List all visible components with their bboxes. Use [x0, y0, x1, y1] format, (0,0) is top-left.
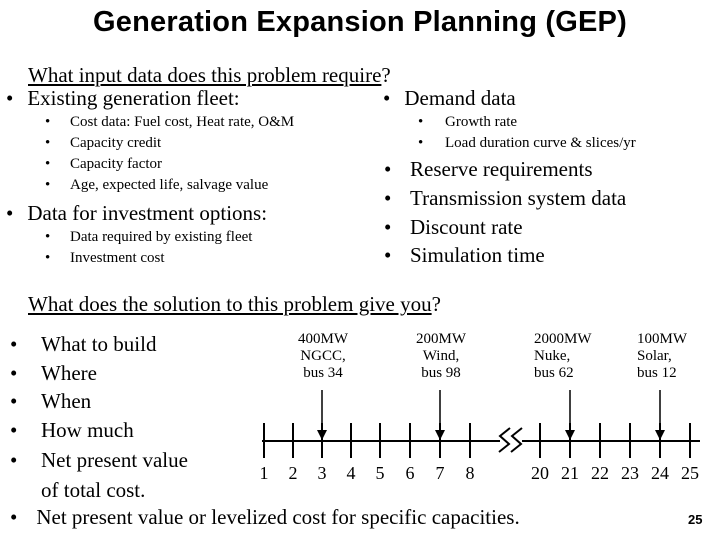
- output-item: Where: [41, 361, 97, 385]
- output-item: Net present value: [41, 448, 188, 472]
- other-input-item: Reserve requirements: [410, 157, 593, 181]
- bullet-icon: •: [10, 389, 18, 413]
- bullet-icon: •: [45, 229, 51, 245]
- output-question-text: What does the solution to this problem give you: [28, 292, 432, 316]
- bullet-icon: •: [6, 201, 14, 225]
- demand-item: Growth rate: [445, 114, 518, 130]
- bullet-icon: •: [45, 177, 51, 193]
- project-label-solar: 100MW Solar, bus 12: [637, 331, 687, 381]
- timeline-axis-left: [262, 423, 500, 458]
- year-label: 8: [465, 463, 475, 483]
- output-item-continuation: of total cost.: [41, 478, 146, 502]
- investment-item: Investment cost: [70, 250, 165, 266]
- year-label: 20: [531, 463, 549, 483]
- bullet-icon: •: [384, 157, 392, 181]
- other-input-item: Simulation time: [410, 243, 545, 267]
- bullet-icon: •: [418, 135, 424, 151]
- input-question-mark: ?: [381, 63, 391, 87]
- year-label: 25: [681, 463, 699, 483]
- year-label: 22: [591, 463, 609, 483]
- project-label-nuke: 2000MW Nuke, bus 62: [534, 331, 592, 381]
- output-last-item: • Net present value or levelized cost for specific capacities.: [10, 505, 520, 529]
- input-question-text: What input data does this problem require: [28, 63, 382, 87]
- year-label: 3: [317, 463, 327, 483]
- bullet-icon: •: [10, 418, 18, 442]
- other-input-item: Transmission system data: [410, 186, 627, 210]
- bullet-icon: •: [384, 215, 392, 239]
- bullet-icon: •: [45, 156, 51, 172]
- output-question-mark: ?: [431, 292, 441, 316]
- output-item: How much: [41, 418, 134, 442]
- bullet-icon: •: [10, 361, 18, 385]
- bullet-icon: •: [384, 243, 392, 267]
- year-label: 2: [288, 463, 298, 483]
- bullet-icon: •: [45, 114, 51, 130]
- fleet-heading: • Existing generation fleet:: [6, 86, 240, 110]
- year-label: 24: [651, 463, 669, 483]
- timeline-break-icon: [499, 428, 532, 452]
- fleet-item: Age, expected life, salvage value: [70, 177, 269, 193]
- bullet-icon: •: [45, 135, 51, 151]
- year-label: 21: [561, 463, 579, 483]
- demand-heading: • Demand data: [383, 86, 516, 110]
- project-label-wind: 200MW Wind, bus 98: [416, 331, 466, 381]
- page-number: 25: [688, 512, 703, 527]
- year-label: 6: [405, 463, 415, 483]
- bullet-icon: •: [45, 250, 51, 266]
- investment-item: Data required by existing fleet: [70, 229, 253, 245]
- fleet-item: Cost data: Fuel cost, Heat rate, O&M: [70, 114, 295, 130]
- bullet-icon: •: [384, 186, 392, 210]
- year-label: 23: [621, 463, 639, 483]
- demand-item: Load duration curve & slices/yr: [445, 135, 636, 151]
- fleet-item: Capacity credit: [70, 135, 162, 151]
- year-label: 5: [375, 463, 385, 483]
- year-label: 4: [346, 463, 356, 483]
- project-arrows: [317, 390, 665, 440]
- fleet-item: Capacity factor: [70, 156, 163, 172]
- bullet-icon: •: [10, 448, 18, 472]
- slide-title: Generation Expansion Planning (GEP): [93, 6, 627, 38]
- output-item: What to build: [41, 332, 157, 356]
- year-label: 1: [259, 463, 269, 483]
- other-input-item: Discount rate: [410, 215, 523, 239]
- bullet-icon: •: [6, 86, 14, 110]
- investment-heading: • Data for investment options:: [6, 201, 268, 225]
- year-label: 7: [435, 463, 445, 483]
- project-label-ngcc: 400MW NGCC, bus 34: [298, 331, 348, 381]
- timeline-axis-right: [532, 423, 700, 458]
- bullet-icon: •: [10, 505, 18, 529]
- bullet-icon: •: [383, 86, 391, 110]
- output-item: When: [41, 389, 92, 413]
- bullet-icon: •: [418, 114, 424, 130]
- bullet-icon: •: [10, 332, 18, 356]
